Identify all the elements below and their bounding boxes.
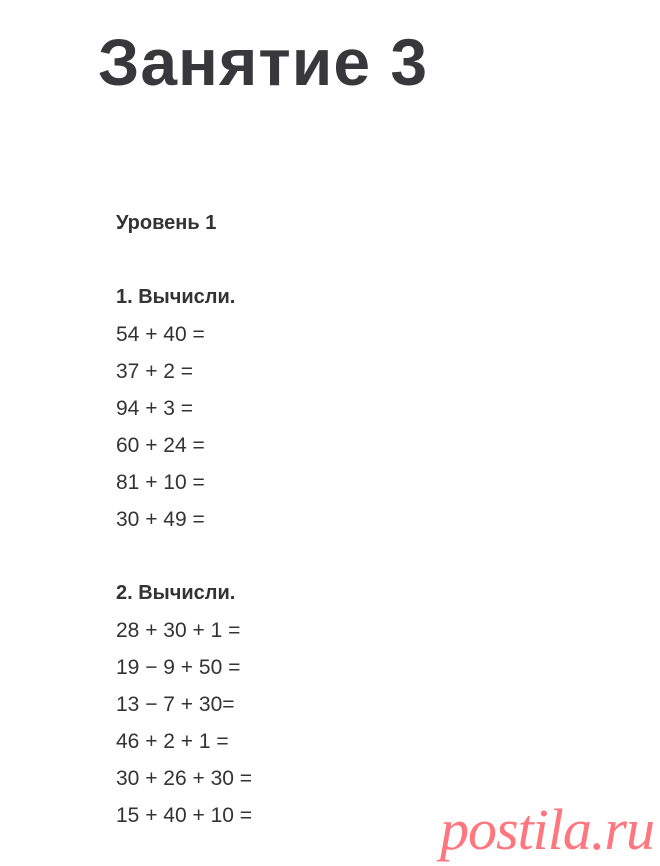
task-heading: 2. Вычисли.	[116, 582, 236, 604]
level-heading: Уровень 1	[116, 212, 217, 234]
expression: 60 + 24 =	[116, 434, 205, 457]
expression: 54 + 40 =	[116, 323, 205, 346]
task-2	[116, 575, 536, 834]
expression: 13 − 7 + 30=	[116, 693, 235, 716]
expression: 46 + 2 + 1 =	[116, 730, 229, 753]
expression: 81 + 10 =	[116, 471, 205, 494]
expression: 15 + 40 + 10 =	[116, 804, 253, 827]
expression: 19 − 9 + 50 =	[116, 656, 241, 679]
expression: 28 + 30 + 1 =	[116, 619, 241, 642]
worksheet-content	[116, 205, 536, 834]
expression: 37 + 2 =	[116, 360, 194, 383]
expression: 30 + 49 =	[116, 508, 205, 531]
task-heading: 1. Вычисли.	[116, 286, 236, 308]
watermark-logo: postila.ru	[440, 797, 654, 862]
expression: 30 + 26 + 30 =	[116, 767, 253, 790]
page-title: Занятие 3	[98, 25, 429, 99]
expression: 94 + 3 =	[116, 397, 194, 420]
task-1	[116, 279, 536, 538]
